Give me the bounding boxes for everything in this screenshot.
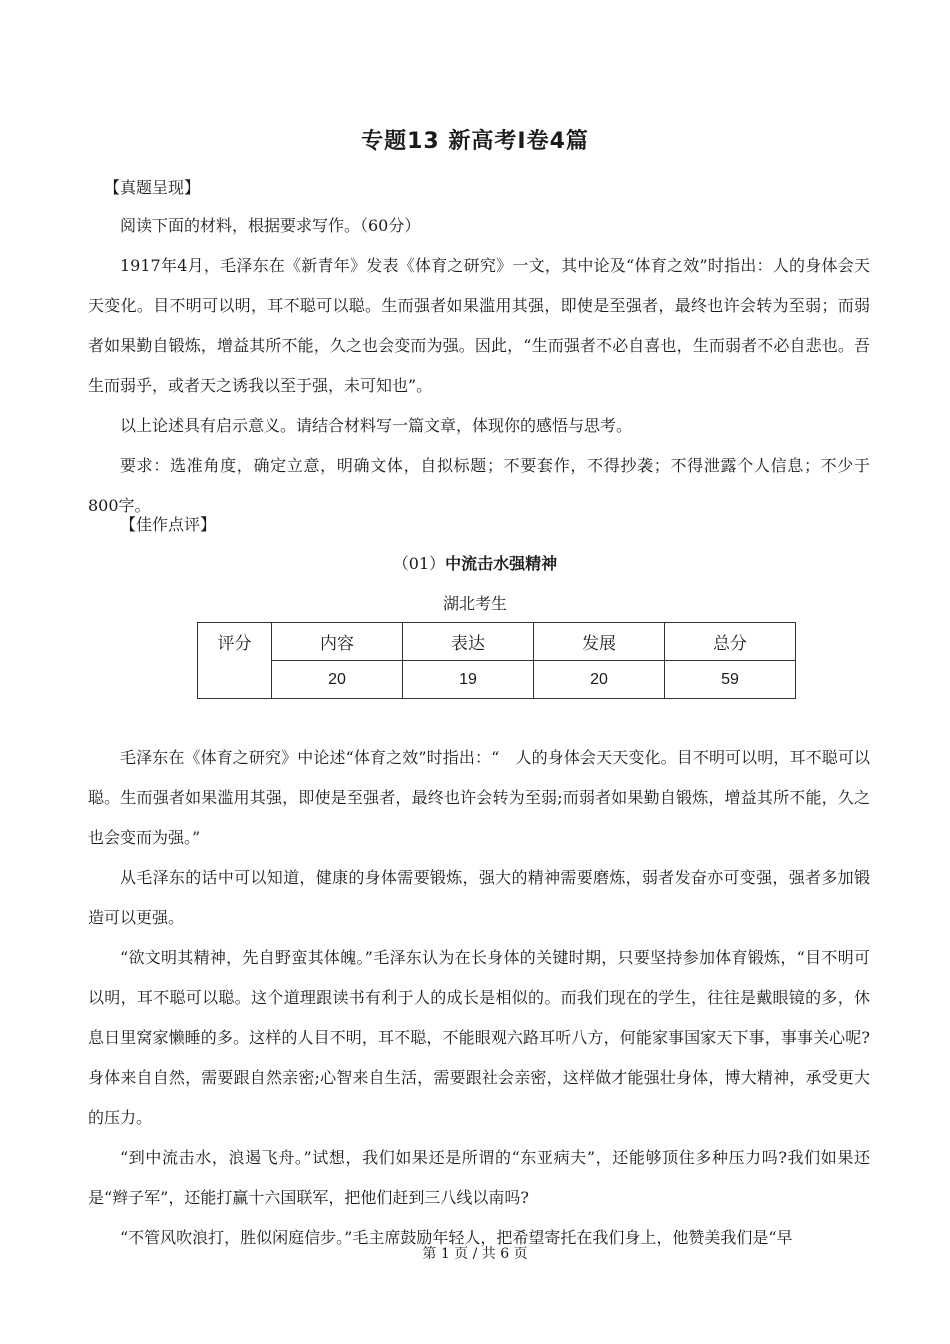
score-value-expression: 19 [403, 661, 534, 699]
essay-heading [0, 552, 950, 576]
score-value-total: 59 [665, 661, 796, 699]
score-header-total: 总分 [665, 623, 796, 661]
essay-paragraph: “到中流击水，浪遏飞舟。”试想，我们如果还是所谓的“东亚病夫”，还能够顶住多种压力吗?我们如果还是“辫子军”，还能打赢十六国联军，把他们赶到三八线以南吗? [88, 1148, 870, 1207]
score-label: 评分 [198, 623, 272, 699]
score-table [197, 622, 796, 699]
essay-number: （01） [392, 554, 446, 573]
prompt-block [88, 206, 870, 526]
essay-title: 中流击水强精神 [445, 554, 558, 573]
page-footer: 第 1 页 / 共 6 页 [422, 1246, 528, 1262]
page-title: 专题13 新高考Ⅰ卷4篇 [361, 129, 589, 154]
essay-author: 湖北考生 [442, 594, 507, 613]
score-header-row [198, 623, 796, 661]
section-label-real: 【真题呈现】 [104, 178, 201, 197]
essay-body [88, 738, 870, 1258]
score-value-row [198, 661, 796, 699]
prompt-task: 以上论述具有启示意义。请结合材料写一篇文章，体现你的感悟与思考。 [120, 416, 633, 435]
score-value-content: 20 [272, 661, 403, 699]
essay-paragraph: “欲文明其精神，先自野蛮其体魄。”毛泽东认为在长身体的关键时期，只要坚持参加体育锻炼，“目不明可以明，耳不聪可以聪。这个道理跟读书有利于人的成长是相似的。而我们现在的学生，往往是戴眼镜的多，休息日里窝家懒睡的多。这样的人目不明，耳不聪，不能眼观六路耳听八方，何能家事国家天下事，事事关心呢?身体来自自然，需要跟自然亲密;心智来自生活，需要跟社会亲密，这样做才能强壮身体，博大精神，承受更大的压力。 [88, 948, 870, 1127]
score-header-expression: 表达 [403, 623, 534, 661]
essay-paragraph: “不管风吹浪打，胜似闲庭信步。”毛主席鼓励年轻人，把希望寄托在我们身上，他赞美我们是“早 [120, 1228, 793, 1247]
prompt-material: 1917年4月，毛泽东在《新青年》发表《体育之研究》一文，其中论及“体育之效”时指出：人的身体会天天变化。目不明可以明，耳不聪可以聪。生而强者如果滥用其强，即使是至强者，最终也许会转为至弱；而弱者如果勤自锻炼，增益其所不能，久之也会变而为强。因此，“生而强者不必自喜也，生而弱者不必自悲也。吾生而弱乎，或者天之诱我以至于强，未可知也”。 [88, 256, 870, 395]
score-header-development: 发展 [534, 623, 665, 661]
section-label-review: 【佳作点评】 [120, 515, 217, 534]
essay-paragraph: 从毛泽东的话中可以知道，健康的身体需要锻炼，强大的精神需要磨炼，弱者发奋亦可变强，强者多加锻造可以更强。 [88, 868, 870, 927]
essay-paragraph: 毛泽东在《体育之研究》中论述“体育之效”时指出：“ 人的身体会天天变化。目不明可以明，耳不聪可以聪。生而强者如果滥用其强，即使是至强者，最终也许会转为至弱;而弱者如果勤自锻炼，增益其所不能，久之也会变而为强。” [88, 748, 870, 847]
score-value-development: 20 [534, 661, 665, 699]
score-header-content: 内容 [272, 623, 403, 661]
prompt-instruction: 阅读下面的材料，根据要求写作。（60分） [120, 216, 421, 235]
prompt-requirements: 要求：选准角度，确定立意，明确文体，自拟标题；不要套作，不得抄袭；不得泄露个人信息；不少于800字。 [88, 456, 870, 515]
